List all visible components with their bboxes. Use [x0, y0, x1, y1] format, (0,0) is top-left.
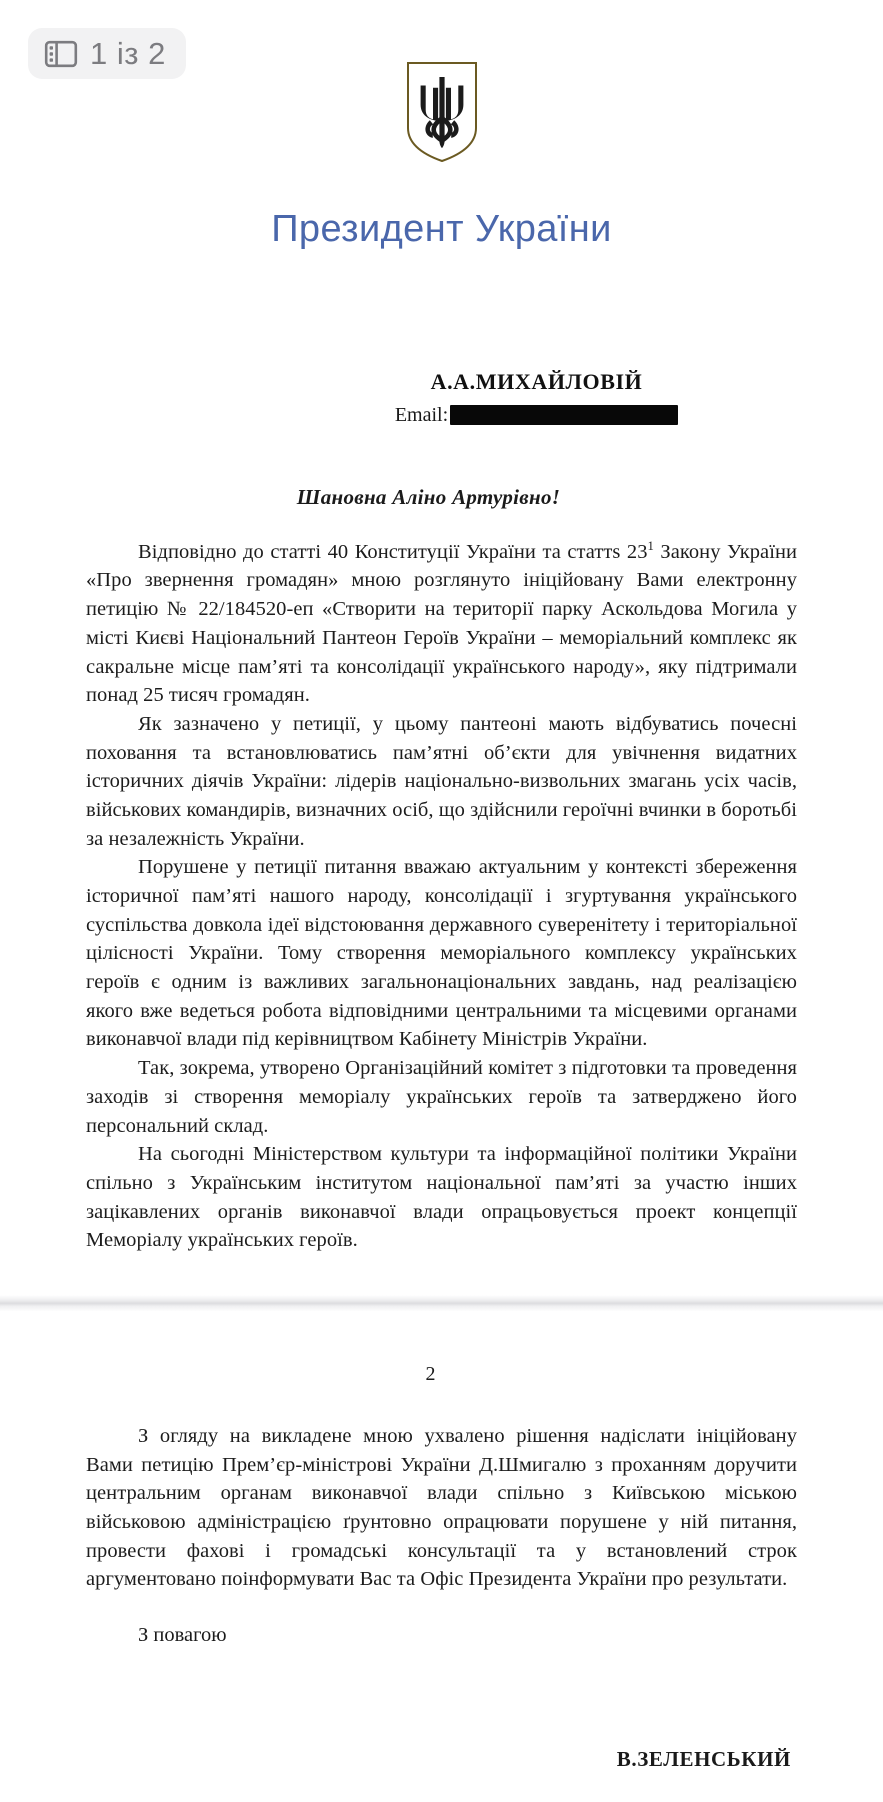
closing-phrase: З повагою — [138, 1624, 227, 1647]
page-separator — [0, 1295, 883, 1311]
addressee-name: А.А.МИХАЙЛОВІЙ — [430, 368, 643, 394]
paragraph-3: Порушене у петиції питання вважаю актуальним у контексті збереження історичної пам’яті нашого народу, консолідації і згуртування українського суспільства довкола ідеї відстоювання державного суверенітету і територіальної цілісності України. Тому створення меморіального комплексу українських героїв є одним із важливих загальнонаціональних завдань, над реалізацією якого вже ведеться робота відповідними центральними та місцевими органами виконавчої влади під керівництвом Кабінету Міністрів України. — [86, 856, 797, 1051]
page-number: 2 — [425, 1362, 436, 1385]
email-label: Email: — [394, 403, 449, 426]
paragraph-5: На сьогодні Міністерством культури та інформаційної політики України спільно з Українським інститутом національної пам’яті за участю інших зацікавлених органів виконавчої влади опрацьовується проект концепції Меморіалу українських героїв. — [86, 1143, 797, 1252]
redacted-email-bar — [450, 405, 678, 425]
page-indicator-label: 1 із 2 — [90, 36, 166, 71]
signature-name: В.ЗЕЛЕНСЬКИЙ — [616, 1747, 791, 1772]
paragraph-4: Так, зокрема, утворено Організаційний комітет з підготовки та проведення заходів зі створення меморіалу українських героїв та затверджено його персональний склад. — [86, 1057, 797, 1137]
article-superscript: 1 — [647, 538, 654, 553]
addressee-email-line — [276, 404, 797, 427]
letter-body-page-2 — [86, 1422, 797, 1594]
salutation: Шановна Аліно Артурівно! — [296, 484, 561, 509]
page-title: Президент України — [271, 208, 612, 250]
page-indicator-badge[interactable] — [28, 28, 186, 79]
paragraph-1-before-sup: Відповідно до статті 40 Конституції України та статтs 23 — [138, 540, 648, 563]
thumbnails-sidebar-icon[interactable] — [44, 40, 78, 68]
paragraph-6: З огляду на викладене мною ухвалено рішення надіслати ініційовану Вами петицію Прем’єр-міністрові України Д.Шмигалю з проханням доручити центральним органам виконавчої влади спільно з Київською міською військовою адміністрацією ґрунтовно опрацювати порушене у ній питання, провести фахові і громадські консультації та у встановлений строк аргументовано поінформувати Вас та Офіс Президента України про результати. — [86, 1424, 797, 1591]
letterhead — [86, 46, 797, 251]
ukraine-coat-of-arms-icon — [404, 60, 480, 169]
paragraph-1-after-sup: Закону України «Про звернення громадян» мною розглянуто ініційовану Вами електронну петицію № 22/184520-еп «Створити на території парку Аскольдова Могила у місті Києві Національний Пантеон Героїв України – меморіальний комплекс як сакральне місце пам’яті та консолідації українського народу», яку підтримали понад 25 тисяч громадян. — [86, 540, 797, 707]
document-page-2 — [0, 1311, 883, 1802]
addressee-block — [86, 369, 797, 427]
letter-body — [86, 538, 797, 1255]
paragraph-1 — [86, 538, 797, 710]
paragraph-2: Як зазначено у петиції, у цьому пантеоні мають відбуватись почесні поховання та встановлюватись пам’ятні об’єкти для увічнення видатних історичних діячів України: лідерів національно-визвольних змагань усіх часів, військових командирів, визначних осіб, що здійснили героїчні вчинки в боротьбі за незалежність України. — [86, 712, 797, 850]
